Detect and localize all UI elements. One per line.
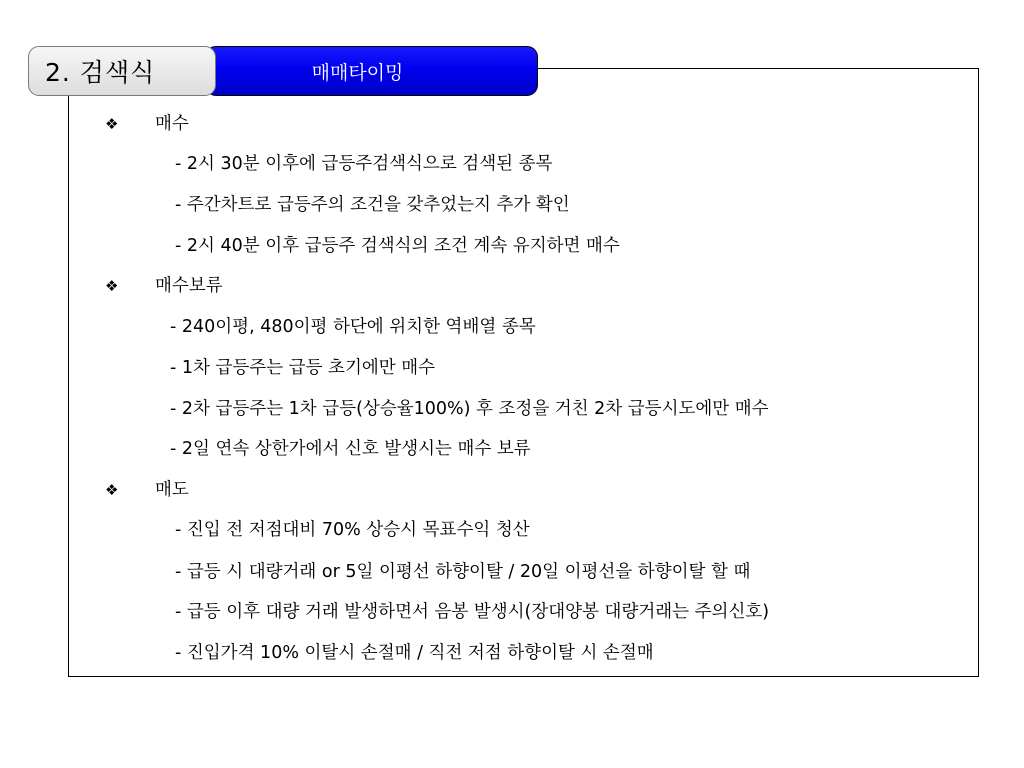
list-item: - 진입 전 저점대비 70% 상승시 목표수익 청산 <box>175 520 530 540</box>
diamond-four-icon: ❖ <box>105 277 119 295</box>
list-item: - 240이평, 480이평 하단에 위치한 역배열 종목 <box>170 317 536 337</box>
list-item: - 급등 이후 대량 거래 발생하면서 음봉 발생시(장대양봉 대량거래는 주의신호) <box>175 602 770 622</box>
section-title-tab <box>28 46 216 96</box>
list-item: - 2차 급등주는 1차 급등(상승율100%) 후 조정을 거친 2차 급등시도에만 매수 <box>170 399 769 419</box>
list-item: - 진입가격 10% 이탈시 손절매 / 직전 저점 하향이탈 시 손절매 <box>175 643 654 663</box>
section-heading-sell: 매도 <box>155 480 189 500</box>
diamond-four-icon: ❖ <box>105 115 119 133</box>
section-heading-hold: 매수보류 <box>155 276 223 296</box>
timing-tab[interactable] <box>205 46 538 96</box>
list-item: - 2시 40분 이후 급등주 검색식의 조건 계속 유지하면 매수 <box>175 236 620 256</box>
diamond-four-icon: ❖ <box>105 481 119 499</box>
list-item: - 2일 연속 상한가에서 신호 발생시는 매수 보류 <box>170 439 531 459</box>
list-item: - 1차 급등주는 급등 초기에만 매수 <box>170 358 436 378</box>
section-title: 2. 검색식 <box>45 58 156 87</box>
section-heading-buy: 매수 <box>155 114 189 134</box>
list-item: - 주간차트로 급등주의 조건을 갖추었는지 추가 확인 <box>175 195 570 215</box>
list-item: - 2시 30분 이후에 급등주검색식으로 검색된 종목 <box>175 154 553 174</box>
list-item: - 급등 시 대량거래 or 5일 이평선 하향이탈 / 20일 이평선을 하향이탈 할 때 <box>175 562 751 582</box>
timing-tab-label: 매매타이밍 <box>311 61 404 84</box>
